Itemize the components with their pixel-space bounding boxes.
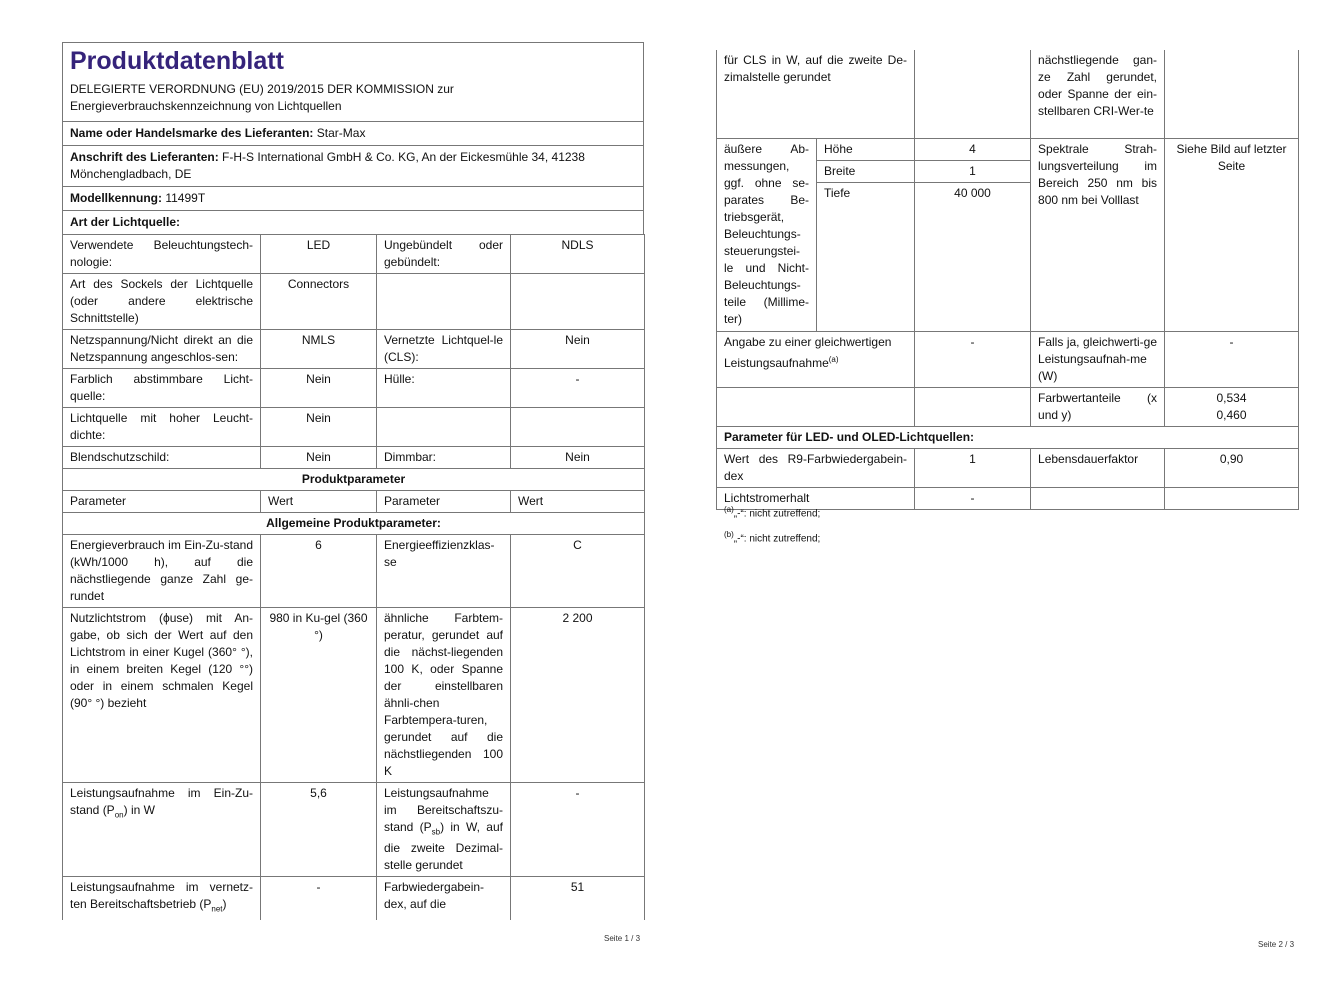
supplier-row: [62, 121, 644, 145]
dimension-name-width: Breite: [817, 160, 915, 182]
col-header-value-2: Wert: [511, 491, 645, 513]
param-label-left: Blendschutzschild:: [63, 447, 261, 469]
standby-power-label: Leistungsaufnahme im Bereitschaftszu-stand $(P_{sb})$ in W, auf die zweite Dezimal-stelle gerundet: [377, 783, 511, 877]
light-source-type-label: Art der Lichtquelle:: [70, 215, 181, 229]
param-label-right: Hülle:: [377, 369, 511, 408]
param-label-left: Lichtquelle mit hoher Leucht-dichte:: [63, 408, 261, 447]
footnote-a: $^{(a)}$„-“: nicht zutreffend;: [724, 505, 821, 520]
dimension-value-depth: 40 000: [915, 182, 1031, 331]
cls-standby-value-cont: [915, 50, 1031, 138]
cri-label-cont: nächstliegende gan-ze Zahl gerundet, oder Spanne der ein-stellbaren CRI-Wer-te: [1031, 50, 1165, 138]
address-label: Anschrift des Lieferanten:: [70, 150, 219, 164]
datasheet-page-2: [716, 50, 1298, 510]
product-params-heading-row: [63, 469, 645, 491]
chromaticity-values: [1165, 387, 1299, 426]
param-label-left: Netzspannung/Nicht direkt an die Netzspannung angeschlos-sen:: [63, 330, 261, 369]
power-on-label: Leistungsaufnahme im Ein-Zu-stand $(P_{on})$ in W: [63, 783, 261, 877]
model-label: Modellkennung:: [70, 191, 162, 205]
param-label-right: [377, 408, 511, 447]
param-label-right: Ungebündelt oder gebündelt:: [377, 235, 511, 274]
regulation-line-2: Energieverbrauchskennzeichnung von Lichtquellen: [70, 99, 342, 113]
col-header-parameter-1: Parameter: [63, 491, 261, 513]
address-value: F-H-S International GmbH & Co. KG, An der Eickesmühle 34, 41238 Mönchengladbach, DE: [70, 150, 585, 181]
lumen-maintenance-label: Lichtstromerhalt: [717, 487, 915, 509]
param-label-left: Farblich abstimmbare Licht-quelle:: [63, 369, 261, 408]
equivalent-power-w-value: -: [1165, 331, 1299, 387]
standby-power-value: -: [511, 783, 645, 877]
param-label-left: Energieverbrauch im Ein-Zu-stand (kWh/1000 h), auf die nächstliegende ganze Zahl ge-rundet: [63, 535, 261, 608]
dimension-name-height: Höhe: [817, 138, 915, 160]
param-value-left: 6: [261, 535, 377, 608]
led-params-heading: Parameter für LED- und OLED-Lichtquellen:: [717, 426, 1299, 448]
r9-value: 1: [915, 448, 1031, 487]
lumen-maintenance-value: -: [915, 487, 1031, 509]
general-params-heading-row: [63, 513, 645, 535]
param-value-left: 980 in Ku-gel (360 °): [261, 608, 377, 783]
lifetime-factor-value: 0,90: [1165, 448, 1299, 487]
param-value-right: Nein: [511, 447, 645, 469]
product-params-heading: Produktparameter: [63, 469, 645, 491]
chroma-empty-cell-2: [915, 387, 1031, 426]
lifetime-factor-label: Lebensdauerfaktor: [1031, 448, 1165, 487]
power-on-value: 5,6: [261, 783, 377, 877]
datasheet-page-1: [62, 42, 644, 920]
param-label-right: Energieeffizienzklas-se: [377, 535, 511, 608]
table-row: [63, 330, 645, 369]
param-value-right: C: [511, 535, 645, 608]
table-row: [717, 448, 1299, 487]
dimension-value-height: 4: [915, 138, 1031, 160]
led-params-heading-row: [717, 426, 1299, 448]
param-label-right: ähnliche Farbtem-peratur, gerundet auf die nächst-liegenden 100 K, oder Spanne der einstellbaren ähnli-chen Farbtempera-turen, gerundet auf die nächstliegenden 100 K: [377, 608, 511, 783]
light-source-table: [62, 234, 645, 920]
networked-standby-label: Leistungsaufnahme im vernetz-ten Bereitschaftsbetrieb $(P_{net})$: [63, 877, 261, 920]
spectral-distribution-label: Spektrale Strah-lungsverteilung im Bereich 250 nm bis 800 nm bei Volllast: [1031, 138, 1165, 331]
r9-label: Wert des R9-Farbwiedergabein-dex: [717, 448, 915, 487]
param-value-left: LED: [261, 235, 377, 274]
param-value-left: Nein: [261, 369, 377, 408]
dimensions-label: äußere Ab-messungen, ggf. ohne se-parates Be-triebsgerät, Beleuchtungs-steuerungstei-le und Nicht-Beleuchtungs-teile (Millime-ter): [717, 138, 817, 331]
supplier-label: Name oder Handelsmarke des Lieferanten:: [70, 126, 314, 140]
param-value-left: Connectors: [261, 274, 377, 330]
cri-value: 51: [511, 877, 645, 920]
param-value-right: [511, 274, 645, 330]
model-row: [62, 186, 644, 210]
param-value-right: [511, 408, 645, 447]
model-value: 11499T: [165, 191, 206, 205]
table-row: [63, 447, 645, 469]
param-label-left: Verwendete Beleuchtungstech-nologie:: [63, 235, 261, 274]
table-row: [63, 877, 645, 920]
general-params-heading: Allgemeine Produktparameter:: [63, 513, 645, 535]
table-row: [63, 535, 645, 608]
equivalent-power-w-label: Falls ja, gleichwerti-ge Leistungsaufnah-me (W): [1031, 331, 1165, 387]
light-source-type-heading: [62, 210, 644, 234]
page-number-1: Seite 1 / 3: [604, 934, 641, 943]
chromaticity-x: 0,534: [1216, 390, 1247, 405]
dimension-row-height: [717, 138, 1299, 160]
param-value-right: 2 200: [511, 608, 645, 783]
footnote-b: $^{(b)}$„-“: nicht zutreffend;: [724, 530, 821, 545]
networked-standby-value: -: [261, 877, 377, 920]
equivalent-power-value: -: [915, 331, 1031, 387]
table-row: [717, 331, 1299, 387]
footnotes: [724, 499, 820, 550]
param-label-right: Dimmbar:: [377, 447, 511, 469]
table-row: [63, 783, 645, 877]
regulation-line-1: DELEGIERTE VERORDNUNG (EU) 2019/2015 DER KOMMISSION zur: [70, 82, 454, 96]
table-row: [717, 387, 1299, 426]
col-header-parameter-2: Parameter: [377, 491, 511, 513]
table-row: [63, 235, 645, 274]
table-row: [63, 369, 645, 408]
dimension-value-width: 1: [915, 160, 1031, 182]
param-value-right: NDLS: [511, 235, 645, 274]
chromaticity-label: Farbwertanteile (x und y): [1031, 387, 1165, 426]
page-title: Produktdatenblatt: [70, 47, 284, 75]
equivalent-power-label: Angabe zu einer gleichwertigen Leistungsaufnahme$^{(a)}$: [717, 331, 915, 387]
empty-cell: [1165, 487, 1299, 509]
cri-label: Farbwiedergabein-dex, auf die: [377, 877, 511, 920]
param-value-right: -: [511, 369, 645, 408]
chroma-empty-cell: [717, 387, 915, 426]
chromaticity-y: 0,460: [1216, 407, 1247, 422]
cls-standby-label-cont: für CLS in W, auf die zweite De-zimalstelle gerundet: [717, 50, 915, 138]
param-label-left: Nutzlichtstrom (ϕuse) mit An-gabe, ob sich der Wert auf den Lichtstrom in einer Kugel (360° °), in einem breiten Kegel (120 °°) oder in einem schmalen Kegel (90° °) bezieht: [63, 608, 261, 783]
document-header: [62, 42, 644, 121]
table-row: [63, 408, 645, 447]
table-row: [717, 50, 1299, 138]
param-value-right: Nein: [511, 330, 645, 369]
address-row: [62, 145, 644, 186]
param-label-right: Vernetzte Lichtquel-le (CLS):: [377, 330, 511, 369]
supplier-value: Star-Max: [316, 126, 366, 140]
param-label-left: Art des Sockels der Lichtquelle (oder andere elektrische Schnittstelle): [63, 274, 261, 330]
table-row: [63, 274, 645, 330]
param-value-left: NMLS: [261, 330, 377, 369]
page-number-2: Seite 2 / 3: [1258, 940, 1295, 949]
param-value-left: Nein: [261, 408, 377, 447]
col-header-value-1: Wert: [261, 491, 377, 513]
param-value-left: Nein: [261, 447, 377, 469]
table-row: [63, 608, 645, 783]
param-label-right: [377, 274, 511, 330]
column-header-row: [63, 491, 645, 513]
dimension-name-depth: Tiefe: [817, 182, 915, 331]
empty-cell: [1031, 487, 1165, 509]
spectral-distribution-value: Siehe Bild auf letzter Seite: [1165, 138, 1299, 331]
cri-value-cont: [1165, 50, 1299, 138]
datasheet-continuation-table: [716, 50, 1299, 510]
